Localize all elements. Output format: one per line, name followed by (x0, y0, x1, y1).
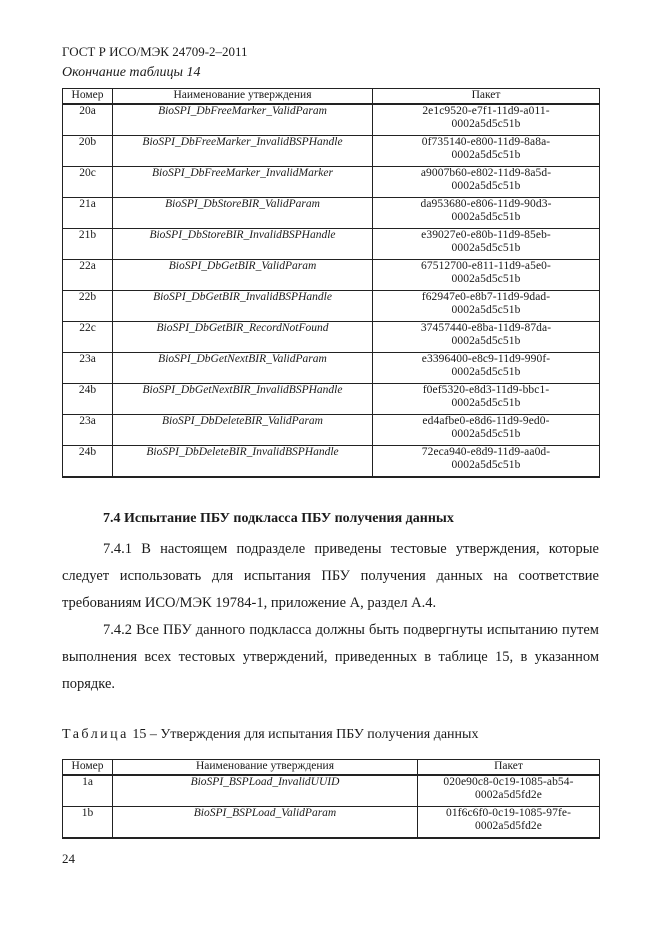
cell-assertion-name: BioSPI_BSPLoad_ValidParam (113, 807, 418, 839)
table-row (63, 136, 600, 167)
cell-packet: 37457440-e8ba-11d9-87da- 0002a5d5c51b (373, 322, 600, 353)
table-header-row (63, 89, 600, 105)
table-row (63, 384, 600, 415)
cell-number: 1b (63, 807, 113, 839)
table-row (63, 322, 600, 353)
table-row (63, 415, 600, 446)
cell-assertion-name: BioSPI_DbFreeMarker_InvalidBSPHandle (113, 136, 373, 167)
column-header-name: Наименование утверждения (113, 760, 418, 776)
table-15 (62, 759, 600, 839)
cell-packet: 72eca940-e8d9-11d9-aa0d- 0002a5d5c51b (373, 446, 600, 478)
cell-packet: a9007b60-e802-11d9-8a5d- 0002a5d5c51b (373, 167, 600, 198)
column-header-number: Номер (63, 760, 113, 776)
cell-assertion-name: BioSPI_DbFreeMarker_InvalidMarker (113, 167, 373, 198)
table-14 (62, 88, 600, 478)
cell-assertion-name: BioSPI_DbStoreBIR_InvalidBSPHandle (113, 229, 373, 260)
cell-packet: 2e1c9520-e7f1-11d9-a011- 0002a5d5c51b (373, 104, 600, 136)
cell-assertion-name: BioSPI_DbDeleteBIR_ValidParam (113, 415, 373, 446)
table-row (63, 229, 600, 260)
document-header: ГОСТ Р ИСО/МЭК 24709-2–2011 (62, 44, 248, 59)
table-row (63, 198, 600, 229)
cell-number: 22a (63, 260, 113, 291)
table15-caption (62, 727, 478, 743)
cell-assertion-name: BioSPI_DbDeleteBIR_InvalidBSPHandle (113, 446, 373, 478)
cell-packet: f62947e0-e8b7-11d9-9dad- 0002a5d5c51b (373, 291, 600, 322)
cell-assertion-name: BioSPI_DbGetBIR_InvalidBSPHandle (113, 291, 373, 322)
table-header-row (63, 760, 600, 776)
cell-number: 22c (63, 322, 113, 353)
cell-number: 23a (63, 415, 113, 446)
cell-assertion-name: BioSPI_DbStoreBIR_ValidParam (113, 198, 373, 229)
cell-assertion-name: BioSPI_DbGetNextBIR_InvalidBSPHandle (113, 384, 373, 415)
table-row (63, 807, 600, 839)
cell-packet: 67512700-e811-11d9-a5e0- 0002a5d5c51b (373, 260, 600, 291)
cell-assertion-name: BioSPI_BSPLoad_InvalidUUID (113, 775, 418, 807)
page-number: 24 (62, 851, 75, 866)
cell-number: 24b (63, 384, 113, 415)
cell-number: 22b (63, 291, 113, 322)
paragraph-7-4-1: 7.4.1 В настоящем подразделе приведены тестовые утверждения, которые следует использовать для испытания ПБУ получения данных на соответствие требованиям ИСО/МЭК 19784-1, приложение А, раздел А.4. (62, 541, 599, 611)
table-row (63, 104, 600, 136)
cell-packet: 020e90c8-0c19-1085-ab54- 0002a5d5fd2e (418, 775, 600, 807)
cell-packet: 01f6c6f0-0c19-1085-97fe- 0002a5d5fd2e (418, 807, 600, 839)
column-header-packet: Пакет (373, 89, 600, 105)
table-row (63, 353, 600, 384)
cell-number: 1a (63, 775, 113, 807)
cell-packet: da953680-e806-11d9-90d3- 0002a5d5c51b (373, 198, 600, 229)
column-header-packet: Пакет (418, 760, 600, 776)
table15-label: Таблица (62, 727, 129, 742)
cell-number: 21a (63, 198, 113, 229)
cell-number: 23a (63, 353, 113, 384)
table-row (63, 446, 600, 478)
cell-number: 20b (63, 136, 113, 167)
table-row (63, 775, 600, 807)
table-row (63, 167, 600, 198)
table14-caption: Окончание таблицы 14 (62, 65, 201, 80)
cell-number: 21b (63, 229, 113, 260)
cell-assertion-name: BioSPI_DbFreeMarker_ValidParam (113, 104, 373, 136)
column-header-number: Номер (63, 89, 113, 105)
cell-packet: 0f735140-e800-11d9-8a8a- 0002a5d5c51b (373, 136, 600, 167)
column-header-name: Наименование утверждения (113, 89, 373, 105)
cell-assertion-name: BioSPI_DbGetBIR_ValidParam (113, 260, 373, 291)
table-row (63, 260, 600, 291)
cell-packet: ed4afbe0-e8d6-11d9-9ed0- 0002a5d5c51b (373, 415, 600, 446)
cell-number: 20a (63, 104, 113, 136)
cell-packet: e39027e0-e80b-11d9-85eb- 0002a5d5c51b (373, 229, 600, 260)
table15-title: 15 – Утверждения для испытания ПБУ получения данных (128, 727, 479, 742)
cell-assertion-name: BioSPI_DbGetNextBIR_ValidParam (113, 353, 373, 384)
cell-packet: e3396400-e8c9-11d9-990f- 0002a5d5c51b (373, 353, 600, 384)
cell-number: 24b (63, 446, 113, 478)
paragraph-7-4-2: 7.4.2 Все ПБУ данного подкласса должны быть подвергнуты испытанию путем выполнения всех тестовых утверждений, приведенных в таблице 15, в указанном порядке. (62, 622, 599, 692)
section-heading: 7.4 Испытание ПБУ подкласса ПБУ получения данных (103, 511, 454, 526)
cell-packet: f0ef5320-e8d3-11d9-bbc1- 0002a5d5c51b (373, 384, 600, 415)
cell-assertion-name: BioSPI_DbGetBIR_RecordNotFound (113, 322, 373, 353)
table-row (63, 291, 600, 322)
cell-number: 20c (63, 167, 113, 198)
